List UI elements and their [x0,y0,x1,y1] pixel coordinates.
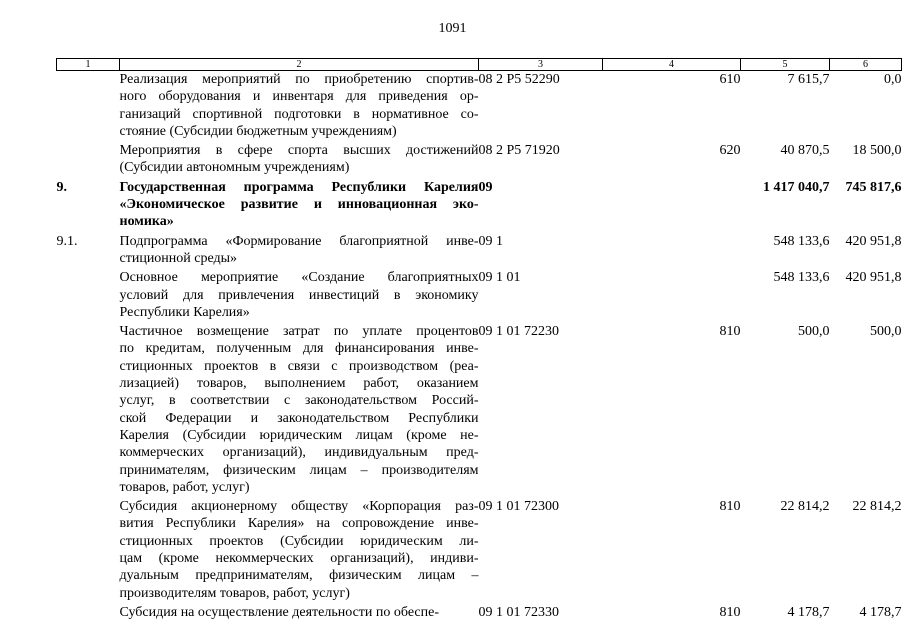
row-name [120,602,479,621]
column-number-header: 3 [479,59,603,71]
amount-column-5: 500,0 [798,324,830,340]
row-name-line: коммерческих организаций), индивидуальным пред- [119,445,479,461]
row-number: 9.1. [56,233,78,249]
amount-column-6: 420 951,8 [845,233,902,249]
row-number [57,321,120,496]
expense-type-code [603,177,741,231]
column-number-header: 2 [120,59,479,71]
row-name-line: Основное мероприятие «Создание благоприятных [119,270,479,286]
row-name-line: принимателям, физическим лицам – производителям [119,462,479,478]
row-name-line: Карелия (Субсидии юридическим лицам (кроме не- [119,427,479,443]
row-name-line: условий для привлечения инвестиций в экономику [119,287,479,303]
row-name-line: Субсидия акционерному обществу «Корпорация раз- [119,499,479,515]
row-name-line: Мероприятия в сфере спорта высших достижений [119,143,479,159]
table-body [57,71,902,622]
table-row [57,321,902,496]
row-name-line: вития Республики Карелия» на сопровождение инве- [119,516,479,532]
amount-column-5: 7 615,7 [787,72,830,87]
budget-classification-code: 09 1 01 72300 [478,499,559,515]
row-name-line: Государственная программа Республики Карелия [119,179,479,195]
expense-type-code: 620 [719,143,741,159]
row-name-line: по кредитам, полученным для финансирования инве- [119,341,479,357]
budget-classification-code: 09 1 01 72330 [478,604,559,620]
amount-column-5: 1 417 040,7 [763,179,830,195]
amount-column-6: 18 500,0 [852,143,902,159]
amount-column-5: 40 870,5 [780,143,830,159]
row-name-line: Реализация мероприятий по приобретению спортив- [119,72,479,87]
row-name [120,321,479,496]
expense-type-code [603,231,741,268]
expense-type-code: 810 [719,499,741,515]
row-number [57,71,120,141]
amount-column-5: 548 133,6 [773,233,830,249]
budget-table [56,58,902,621]
row-name-line: стояние (Субсидии бюджетным учреждениям) [119,123,397,139]
row-name [120,140,479,177]
row-name-line: стиционных проектов в связи с производством (реа- [119,358,479,374]
budget-classification-code: 09 1 [478,233,503,249]
row-name [120,71,479,141]
row-number [57,140,120,177]
amount-column-5: 548 133,6 [773,270,830,286]
budget-classification-code: 08 2 P5 52290 [478,72,560,87]
column-number-header-row [57,59,902,71]
row-number: 9. [56,179,67,195]
row-name-line: (Субсидии автономным учреждениям) [119,160,350,176]
amount-column-6: 0,0 [884,72,902,87]
table-row [57,71,902,141]
budget-classification-code: 09 1 01 72230 [478,324,559,340]
row-name [120,267,479,321]
row-name-line: лизацией) товаров, выполнением работ, оказанием [119,376,479,392]
row-name-line: производителям товаров, работ, услуг) [119,585,350,601]
row-name [120,496,479,602]
column-number-header: 1 [57,59,120,71]
expense-type-code: 810 [719,324,741,340]
row-number [57,267,120,321]
expense-type-code: 810 [719,604,741,620]
row-name [120,231,479,268]
expense-type-code: 610 [719,72,741,87]
budget-classification-code: 08 2 P5 71920 [478,143,560,159]
row-name-line: товаров, работ, услуг) [119,479,250,495]
amount-column-6: 22 814,2 [852,499,902,515]
row-name-line: номика» [119,214,174,230]
row-name-line: услуг, в соответствии с законодательством Россий- [119,393,479,409]
amount-column-6: 500,0 [870,324,902,340]
expense-type-code [603,267,741,321]
amount-column-5: 22 814,2 [780,499,830,515]
row-name [120,177,479,231]
row-name-line: Подпрограмма «Формирование благоприятной инве- [119,233,479,249]
amount-column-5: 4 178,7 [787,604,830,620]
amount-column-6: 4 178,7 [859,604,902,620]
row-number [57,602,120,621]
row-name-line: Субсидия на осуществление деятельности по обеспе- [119,604,439,620]
row-name-line: ного оборудования и инвентаря для приведения ор- [119,89,479,105]
amount-column-6: 420 951,8 [845,270,902,286]
row-name-line: цам (кроме некоммерческих организаций), индиви- [119,551,479,567]
budget-classification-code: 09 [478,179,493,195]
budget-classification-code: 09 1 01 [478,270,521,286]
table-row [57,177,902,231]
row-number [57,496,120,602]
column-number-header: 5 [741,59,830,71]
column-number-header: 6 [830,59,902,71]
amount-column-6: 745 817,6 [845,179,902,195]
table-row [57,231,902,268]
row-name-line: дуальным предпринимателям, физическим лицам – [119,568,479,584]
row-name-line: Республики Карелия» [119,304,250,320]
row-name-line: ской Федерации и законодательством Республики [119,410,479,426]
row-name-line: стиционной среды» [119,250,238,266]
table-row [57,140,902,177]
table-row [57,602,902,621]
page-number: 1091 [438,21,467,36]
row-name-line: «Экономическое развитие и инновационная эко- [119,197,479,213]
table-row [57,496,902,602]
row-name-line: ганизаций спортивной подготовки в нормативное со- [119,106,479,122]
table-row [57,267,902,321]
row-name-line: стиционных проектов (Субсидии юридическим ли- [119,533,479,549]
row-name-line: Частичное возмещение затрат по уплате процентов [119,324,479,340]
column-number-header: 4 [603,59,741,71]
